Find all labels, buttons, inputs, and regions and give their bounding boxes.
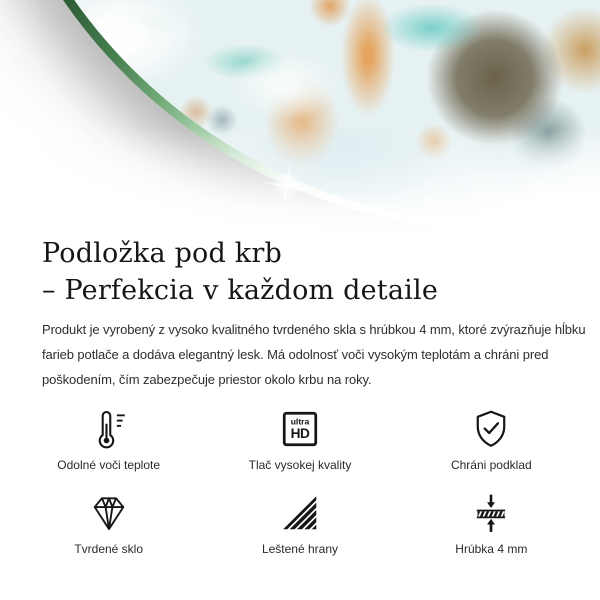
description-line: Produkt je vyrobený z vysoko kvalitného tvrdeného skla s hrúbkou 4 mm, ktoré zvýrazňuje hĺbku <box>42 322 586 337</box>
feature-protects-surface <box>396 406 587 472</box>
feature-polished-edges <box>204 490 395 556</box>
feature-label: Odolné voči teplote <box>57 458 161 472</box>
polished-edges-icon <box>279 490 321 536</box>
feature-label: Leštené hrany <box>261 542 339 556</box>
description-line: poškodením, čím zabezpečuje priestor okolo krbu na roky. <box>42 372 372 387</box>
feature-thickness <box>396 490 587 556</box>
description-line: farieb potlače a dodáva elegantný lesk. Má odolnosť voči vysokým teplotám a chráni pred <box>42 347 549 362</box>
feature-label: Tlač vysokej kvality <box>248 458 352 472</box>
diamond-icon <box>87 490 131 536</box>
product-description <box>42 317 600 392</box>
feature-grid <box>13 406 587 556</box>
feature-tempered-glass <box>13 490 204 556</box>
product-hero-image <box>0 0 600 232</box>
ultra-hd-icon <box>279 406 321 452</box>
feature-label: Tvrdené sklo <box>74 542 144 556</box>
page-title-line-2: – Perfekcia v každom detaile <box>42 275 438 306</box>
page-title <box>42 235 600 309</box>
ultra-hd-badge-bottom: HD <box>290 425 310 441</box>
page-title-line-1: Podložka pod krb <box>42 238 282 269</box>
thermometer-icon <box>88 406 130 452</box>
shield-check-icon <box>470 406 512 452</box>
ultra-hd-badge-top: ultra <box>290 416 310 427</box>
feature-heat-resistance <box>13 406 204 472</box>
feature-label: Chráni podklad <box>450 458 532 472</box>
thickness-press-icon <box>470 490 512 536</box>
feature-label: Hrúbka 4 mm <box>455 542 528 556</box>
feature-print-quality <box>204 406 395 472</box>
